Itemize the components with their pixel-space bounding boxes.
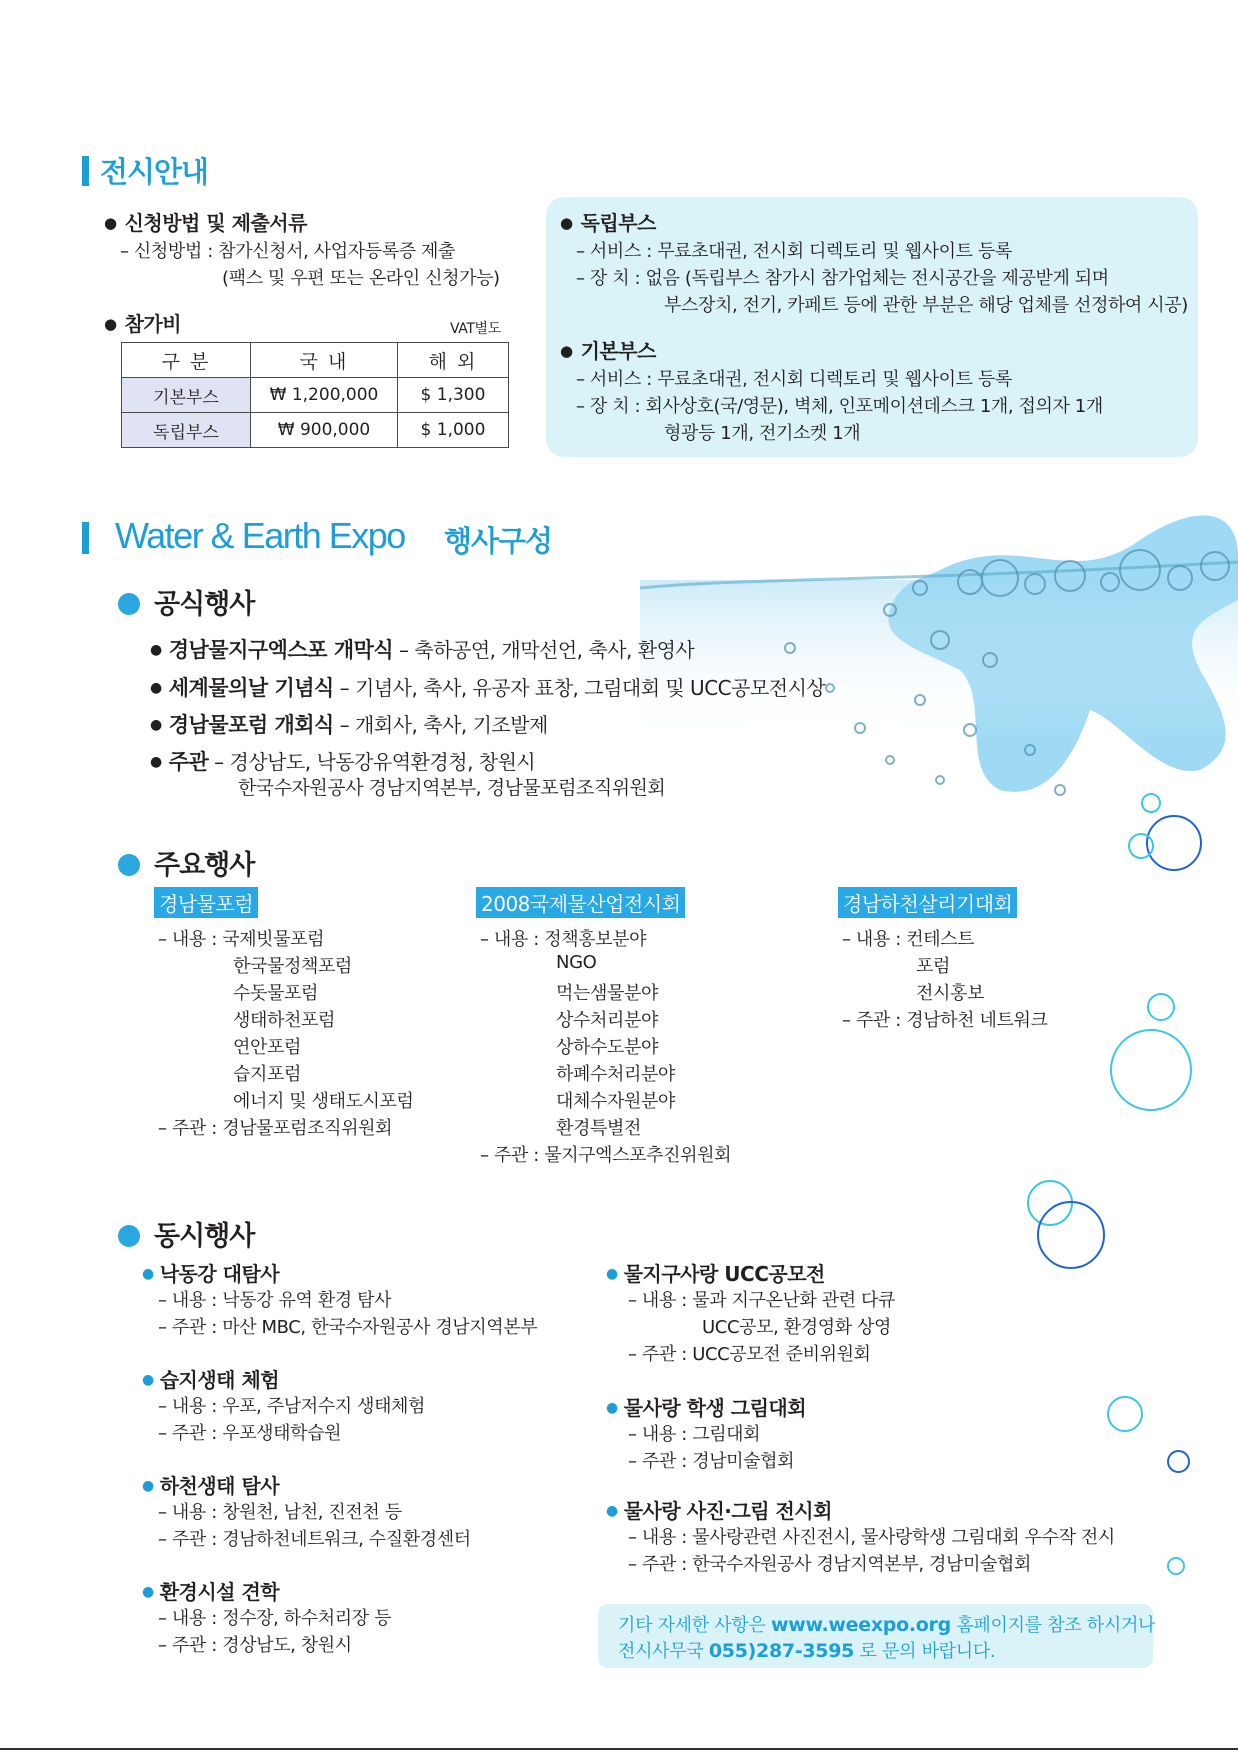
concurrent-event-line: – 주관 : 경남미술협회	[628, 1451, 795, 1472]
major-col1-host: – 주관 : 경남물포럼조직위원회	[158, 1118, 393, 1139]
table-header-cell: 국 내	[251, 343, 398, 378]
bubble-decoration	[1141, 793, 1161, 813]
circle-bullet-icon	[118, 854, 140, 876]
bubble-decoration	[1037, 1201, 1105, 1269]
major-col2-line: 상하수도분야	[556, 1037, 658, 1058]
major-col1-line: 수돗물포럼	[233, 983, 318, 1004]
major-heading: 주요행사	[118, 843, 254, 882]
table-header-cell: 구 분	[122, 343, 251, 378]
vat-note: VAT별도	[450, 321, 501, 337]
bullet-icon: ●	[104, 214, 117, 232]
basic-service: – 서비스 : 무료초대권, 전시회 디렉토리 및 웹사이트 등록	[576, 369, 1012, 390]
bullet-icon: ●	[104, 315, 117, 333]
major-col1-line: 습지포럼	[233, 1064, 301, 1085]
program-title: 행사구성	[444, 524, 553, 558]
bubble-decoration	[1128, 833, 1154, 859]
bubble-decoration	[1167, 1557, 1185, 1575]
table-cell: ₩ 1,200,000	[251, 378, 398, 413]
major-col3-line: 포럼	[916, 956, 950, 977]
bubble-decoration	[1147, 993, 1175, 1021]
concurrent-heading: 동시행사	[118, 1214, 254, 1253]
concurrent-event-line: – 주관 : 경남하천네트워크, 수질환경센터	[158, 1529, 471, 1550]
concurrent-event-title: ● 환경시설 견학	[142, 1580, 280, 1604]
concurrent-event-line: – 내용 : 물사랑관련 사진전시, 물사랑학생 그림대회 우수작 전시	[628, 1527, 1115, 1548]
concurrent-event-line: – 내용 : 그림대회	[628, 1424, 761, 1445]
basic-equip1: – 장 치 : 회사상호(국/영문), 벽체, 인포메이션데스크 1개, 접의자 1개	[576, 396, 1103, 417]
exhibition-title: 전시안내	[100, 155, 209, 189]
major-col3-line: – 내용 : 컨테스트	[842, 929, 975, 950]
official-item: ● 세계물의날 기념식 – 기념사, 축사, 유공자 표창, 그림대회 및 UCC공모전시상	[150, 676, 826, 700]
major-col1-line: 에너지 및 생태도시포럼	[233, 1091, 414, 1112]
concurrent-event-title: ● 하천생태 탐사	[142, 1474, 280, 1498]
major-col3-host: – 주관 : 경남하천 네트워크	[842, 1010, 1048, 1031]
table-cell: $ 1,000	[398, 413, 509, 448]
concurrent-event-line: – 주관 : 우포생태학습원	[158, 1423, 342, 1444]
bullet-icon: ●	[560, 342, 573, 360]
fee-table	[121, 342, 509, 448]
major-tag: 2008국제물산업전시회	[476, 887, 685, 918]
concurrent-event-title: ● 낙동강 대탐사	[142, 1262, 280, 1286]
expo-brand: Water & Earth Expo	[115, 515, 405, 556]
bullet-icon: ●	[150, 717, 162, 733]
table-cell: 독립부스	[122, 413, 251, 448]
bullet-icon: ●	[606, 1503, 618, 1519]
concurrent-event-line: – 내용 : 물과 지구온난화 관련 다큐	[628, 1290, 896, 1311]
major-col2-line: – 내용 : 정책홍보분야	[480, 929, 647, 950]
major-col3-line: 전시홍보	[916, 983, 984, 1004]
official-item: ● 경남물지구엑스포 개막식 – 축하공연, 개막선언, 축사, 환영사	[150, 638, 695, 662]
major-col2-line: NGO	[556, 952, 597, 973]
official-heading: 공식행사	[118, 582, 254, 621]
bubble-decoration	[1146, 815, 1202, 871]
independent-service: – 서비스 : 무료초대권, 전시회 디렉토리 및 웹사이트 등록	[576, 241, 1012, 262]
table-row	[122, 413, 509, 448]
basic-equip2: 형광등 1개, 전기소켓 1개	[664, 423, 861, 444]
concurrent-event-line: – 내용 : 낙동강 유역 환경 탐사	[158, 1290, 392, 1311]
basic-booth-heading: ● 기본부스	[560, 339, 656, 363]
apply-line2: (팩스 및 우편 또는 온라인 신청가능)	[222, 268, 500, 289]
major-col1-line: – 내용 : 국제빗물포럼	[158, 929, 325, 950]
bullet-icon: ●	[606, 1266, 618, 1282]
page-bottom-rule	[0, 1748, 1238, 1750]
bullet-icon: ●	[142, 1372, 154, 1388]
bubble-decoration	[1167, 1450, 1190, 1473]
major-tag: 경남물포럼	[154, 887, 258, 918]
fee-heading: ● 참가비	[104, 312, 182, 336]
circle-bullet-icon	[118, 593, 140, 615]
concurrent-event-title: ● 물사랑 학생 그림대회	[606, 1396, 807, 1420]
bullet-icon: ●	[560, 214, 573, 232]
website-link[interactable]: www.weexpo.org	[770, 1614, 951, 1636]
bullet-icon: ●	[142, 1266, 154, 1282]
apply-heading: ● 신청방법 및 제출서류	[104, 211, 307, 235]
table-header-row	[122, 343, 509, 378]
concurrent-event-line: UCC공모, 환경영화 상영	[702, 1317, 891, 1338]
bullet-icon: ●	[150, 754, 162, 770]
bullet-icon: ●	[606, 1400, 618, 1416]
contact-note-line2: 전시사무국 055)287-3595 로 문의 바랍니다.	[618, 1640, 996, 1662]
table-header-cell: 해 외	[398, 343, 509, 378]
booth-info-panel	[546, 197, 1198, 457]
concurrent-event-line: – 주관 : 한국수자원공사 경남지역본부, 경남미술협회	[628, 1554, 1031, 1575]
table-cell: ₩ 900,000	[251, 413, 398, 448]
major-col2-line: 먹는샘물분야	[556, 983, 658, 1004]
table-row	[122, 378, 509, 413]
concurrent-event-line: – 내용 : 정수장, 하수처리장 등	[158, 1608, 392, 1629]
official-item: ● 경남물포럼 개회식 – 개회사, 축사, 기조발제	[150, 713, 548, 737]
concurrent-event-line: – 내용 : 창원천, 남천, 진전천 등	[158, 1502, 402, 1523]
bubble-decoration	[1110, 1029, 1192, 1111]
circle-bullet-icon	[118, 1225, 140, 1247]
independent-equip2: 부스장치, 전기, 카페트 등에 관한 부분은 해당 업체를 선정하여 시공)	[664, 295, 1188, 316]
concurrent-event-line: – 주관 : 경상남도, 창원시	[158, 1635, 352, 1656]
concurrent-event-title: ● 습지생태 체험	[142, 1368, 280, 1392]
bullet-icon: ●	[142, 1584, 154, 1600]
bullet-icon: ●	[150, 642, 162, 658]
official-item: ● 주관 – 경상남도, 낙동강유역환경청, 창원시	[150, 750, 536, 774]
major-col2-line: 대체수자원분야	[556, 1091, 675, 1112]
major-col2-line: 환경특별전	[556, 1118, 641, 1139]
major-col2-line: 하폐수처리분야	[556, 1064, 675, 1085]
major-tag: 경남하천살리기대회	[838, 887, 1017, 918]
concurrent-event-title: ● 물사랑 사진·그림 전시회	[606, 1499, 832, 1523]
major-col1-line: 연안포럼	[233, 1037, 301, 1058]
bullet-icon: ●	[150, 680, 162, 696]
concurrent-event-title: ● 물지구사랑 UCC공모전	[606, 1262, 825, 1286]
official-host-line2: 한국수자원공사 경남지역본부, 경남물포럼조직위원회	[238, 777, 666, 799]
apply-line1: – 신청방법 : 참가신청서, 사업자등록증 제출	[120, 241, 455, 262]
concurrent-event-line: – 내용 : 우포, 주남저수지 생태체험	[158, 1396, 426, 1417]
bubble-decoration	[1107, 1396, 1143, 1432]
independent-booth-heading: ● 독립부스	[560, 211, 656, 235]
phone-number: 055)287-3595	[708, 1640, 855, 1662]
table-cell: 기본부스	[122, 378, 251, 413]
section-marker	[82, 522, 89, 554]
concurrent-event-line: – 주관 : UCC공모전 준비위원회	[628, 1344, 871, 1365]
independent-equip1: – 장 치 : 없음 (독립부스 참가시 참가업체는 전시공간을 제공받게 되며	[576, 268, 1109, 289]
bullet-icon: ●	[142, 1478, 154, 1494]
concurrent-event-line: – 주관 : 마산 MBC, 한국수자원공사 경남지역본부	[158, 1317, 538, 1338]
major-col2-line: 상수처리분야	[556, 1010, 658, 1031]
table-cell: $ 1,300	[398, 378, 509, 413]
major-col1-line: 생태하천포럼	[233, 1010, 335, 1031]
contact-note-line1: 기타 자세한 사항은 www.weexpo.org 홈페이지를 참조 하시거나	[618, 1614, 1156, 1636]
major-col1-line: 한국물정책포럼	[233, 956, 352, 977]
major-col2-host: – 주관 : 물지구엑스포추진위원회	[480, 1145, 732, 1166]
section-marker	[82, 156, 89, 186]
